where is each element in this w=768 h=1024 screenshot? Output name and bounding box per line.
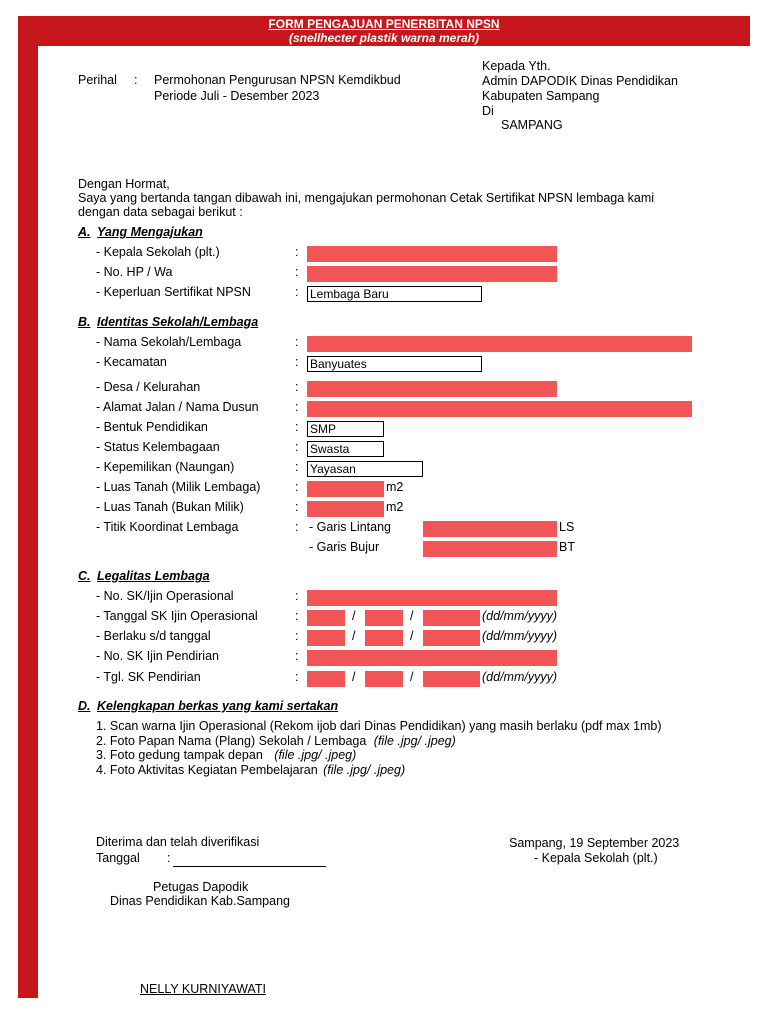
- intro-line2: dengan data sebagai berikut :: [78, 205, 243, 219]
- form-header: [18, 16, 750, 46]
- colon: :: [295, 355, 299, 369]
- officer-name: NELLY KURNIYAWATI: [140, 982, 266, 996]
- slash: /: [410, 670, 414, 684]
- no-sk-field[interactable]: [307, 590, 557, 606]
- intro-line1: Saya yang bertanda tangan dibawah ini, mengajukan permohonan Cetak Sertifikat NPSN lembaga kami: [78, 191, 655, 205]
- status-field[interactable]: Swasta: [307, 441, 384, 457]
- section-a-title: Yang Mengajukan: [97, 225, 203, 239]
- kepemilikan-field[interactable]: Yayasan: [307, 461, 423, 477]
- colon: :: [295, 480, 299, 494]
- colon: :: [295, 440, 299, 454]
- place-date: Sampang, 19 September 2023: [509, 836, 680, 850]
- section-a-letter: A.: [78, 225, 91, 239]
- label-koordinat: - Titik Koordinat Lembaga: [96, 520, 239, 534]
- colon: :: [295, 245, 299, 259]
- label-luas-milik: - Luas Tanah (Milik Lembaga): [96, 480, 261, 494]
- date-format: (dd/mm/yyyy): [482, 609, 557, 623]
- unit-m2: m2: [386, 480, 404, 494]
- perihal-line2: Periode Juli - Desember 2023: [154, 89, 320, 103]
- tgl-pendirian-year[interactable]: [423, 671, 480, 687]
- slash: /: [352, 629, 356, 643]
- label-bujur: - Garis Bujur: [309, 540, 380, 554]
- lintang-field[interactable]: [423, 521, 557, 537]
- label-keperluan: - Keperluan Sertifikat NPSN: [96, 285, 251, 299]
- section-d-title: Kelengkapan berkas yang kami sertakan: [97, 699, 339, 713]
- tgl-sk-month[interactable]: [365, 610, 403, 626]
- bujur-field[interactable]: [423, 541, 557, 557]
- tanggal-signature-line[interactable]: [173, 866, 326, 867]
- keperluan-field[interactable]: Lembaga Baru: [307, 286, 482, 302]
- date-format: (dd/mm/yyyy): [482, 670, 557, 684]
- unit-ls: LS: [559, 520, 575, 534]
- label-no-hp: - No. HP / Wa: [96, 265, 173, 279]
- nama-sekolah-field[interactable]: [307, 336, 692, 352]
- label-kepemilikan: - Kepemilikan (Naungan): [96, 460, 235, 474]
- section-c-letter: C.: [78, 569, 91, 583]
- colon: :: [295, 589, 299, 603]
- list-item-text: 3. Foto gedung tampak depan: [96, 748, 263, 762]
- list-item-text: 2. Foto Papan Nama (Plang) Sekolah / Lembaga: [96, 734, 367, 748]
- list-item-note: (file .jpg/ .jpeg): [323, 763, 406, 777]
- bentuk-field[interactable]: SMP: [307, 421, 384, 437]
- diterima-label: Diterima dan telah diverifikasi: [96, 835, 260, 849]
- label-kecamatan: - Kecamatan: [96, 355, 167, 369]
- berlaku-day[interactable]: [307, 630, 345, 646]
- dinas-label: Dinas Pendidikan Kab.Sampang: [110, 894, 290, 908]
- desa-field[interactable]: [307, 381, 557, 397]
- label-bentuk: - Bentuk Pendidikan: [96, 420, 208, 434]
- list-item-note: (file .jpg/ .jpeg): [373, 734, 456, 748]
- greeting: Dengan Hormat,: [78, 177, 170, 191]
- kepala-sekolah-signature-label: - Kepala Sekolah (plt.): [534, 851, 658, 865]
- form-title: FORM PENGAJUAN PENERBITAN NPSN: [268, 17, 500, 31]
- list-item: 1. Scan warna Ijin Operasional (Rekom ijob dari Dinas Pendidikan) yang masih berlaku (pdf max 1mb): [96, 719, 662, 733]
- slash: /: [352, 609, 356, 623]
- label-luas-bukan: - Luas Tanah (Bukan Milik): [96, 500, 244, 514]
- tgl-sk-day[interactable]: [307, 610, 345, 626]
- label-no-pendirian: - No. SK Ijin Pendirian: [96, 649, 219, 663]
- colon: :: [295, 460, 299, 474]
- colon: :: [295, 670, 299, 684]
- label-status: - Status Kelembagaan: [96, 440, 220, 454]
- tgl-pendirian-month[interactable]: [365, 671, 403, 687]
- kecamatan-field[interactable]: Banyuates: [307, 356, 482, 372]
- label-desa: - Desa / Kelurahan: [96, 380, 201, 394]
- section-c-title: Legalitas Lembaga: [97, 569, 210, 583]
- list-item-note: (file .jpg/ .jpeg): [274, 748, 357, 762]
- colon: :: [295, 609, 299, 623]
- label-kepala-sekolah: - Kepala Sekolah (plt.): [96, 245, 220, 259]
- colon: :: [295, 649, 299, 663]
- tanggal-label: Tanggal: [96, 851, 140, 865]
- recipient-line2: Admin DAPODIK Dinas Pendidikan: [482, 74, 678, 88]
- berlaku-month[interactable]: [365, 630, 403, 646]
- no-hp-field[interactable]: [307, 266, 557, 282]
- label-no-sk: - No. SK/Ijin Operasional: [96, 589, 234, 603]
- alamat-field[interactable]: [307, 401, 692, 417]
- list-item-text: 4. Foto Aktivitas Kegiatan Pembelajaran: [96, 763, 318, 777]
- section-d-letter: D.: [78, 699, 91, 713]
- label-tgl-pendirian: - Tgl. SK Pendirian: [96, 670, 201, 684]
- list-item: [96, 763, 405, 777]
- colon: :: [295, 420, 299, 434]
- label-alamat: - Alamat Jalan / Nama Dusun: [96, 400, 259, 414]
- label-nama-sekolah: - Nama Sekolah/Lembaga: [96, 335, 242, 349]
- date-format: (dd/mm/yyyy): [482, 629, 557, 643]
- colon: :: [295, 400, 299, 414]
- unit-m2: m2: [386, 500, 404, 514]
- perihal-label: Perihal: [78, 73, 117, 87]
- colon: :: [295, 380, 299, 394]
- recipient-line5: SAMPANG: [501, 118, 563, 132]
- recipient-line1: Kepada Yth.: [482, 59, 551, 73]
- colon: :: [295, 520, 299, 534]
- label-lintang: - Garis Lintang: [309, 520, 391, 534]
- kepala-sekolah-field[interactable]: [307, 246, 557, 262]
- left-red-bar: [18, 46, 38, 998]
- form-subtitle: (snellhecter plastik warna merah): [288, 31, 480, 45]
- slash: /: [352, 670, 356, 684]
- colon: :: [295, 335, 299, 349]
- perihal-line1: Permohonan Pengurusan NPSN Kemdikbud: [154, 73, 401, 87]
- colon: :: [295, 500, 299, 514]
- recipient-line3: Kabupaten Sampang: [482, 89, 600, 103]
- colon: :: [295, 285, 299, 299]
- petugas-label: Petugas Dapodik: [153, 880, 249, 894]
- unit-bt: BT: [559, 540, 575, 554]
- recipient-line4: Di: [482, 104, 494, 118]
- slash: /: [410, 629, 414, 643]
- label-tgl-sk: - Tanggal SK Ijin Operasional: [96, 609, 258, 623]
- section-b-letter: B.: [78, 315, 91, 329]
- slash: /: [410, 609, 414, 623]
- no-pendirian-field[interactable]: [307, 650, 557, 666]
- list-item: [96, 748, 356, 762]
- colon: :: [295, 629, 299, 643]
- berlaku-year[interactable]: [423, 630, 480, 646]
- section-b-title: Identitas Sekolah/Lembaga: [97, 315, 259, 329]
- tanggal-colon: :: [167, 851, 171, 865]
- colon: :: [295, 265, 299, 279]
- label-berlaku: - Berlaku s/d tanggal: [96, 629, 211, 643]
- tgl-sk-year[interactable]: [423, 610, 480, 626]
- list-item: [96, 734, 456, 748]
- perihal-colon: :: [134, 73, 138, 87]
- luas-milik-field[interactable]: [307, 481, 384, 497]
- tgl-pendirian-day[interactable]: [307, 671, 345, 687]
- luas-bukan-field[interactable]: [307, 501, 384, 517]
